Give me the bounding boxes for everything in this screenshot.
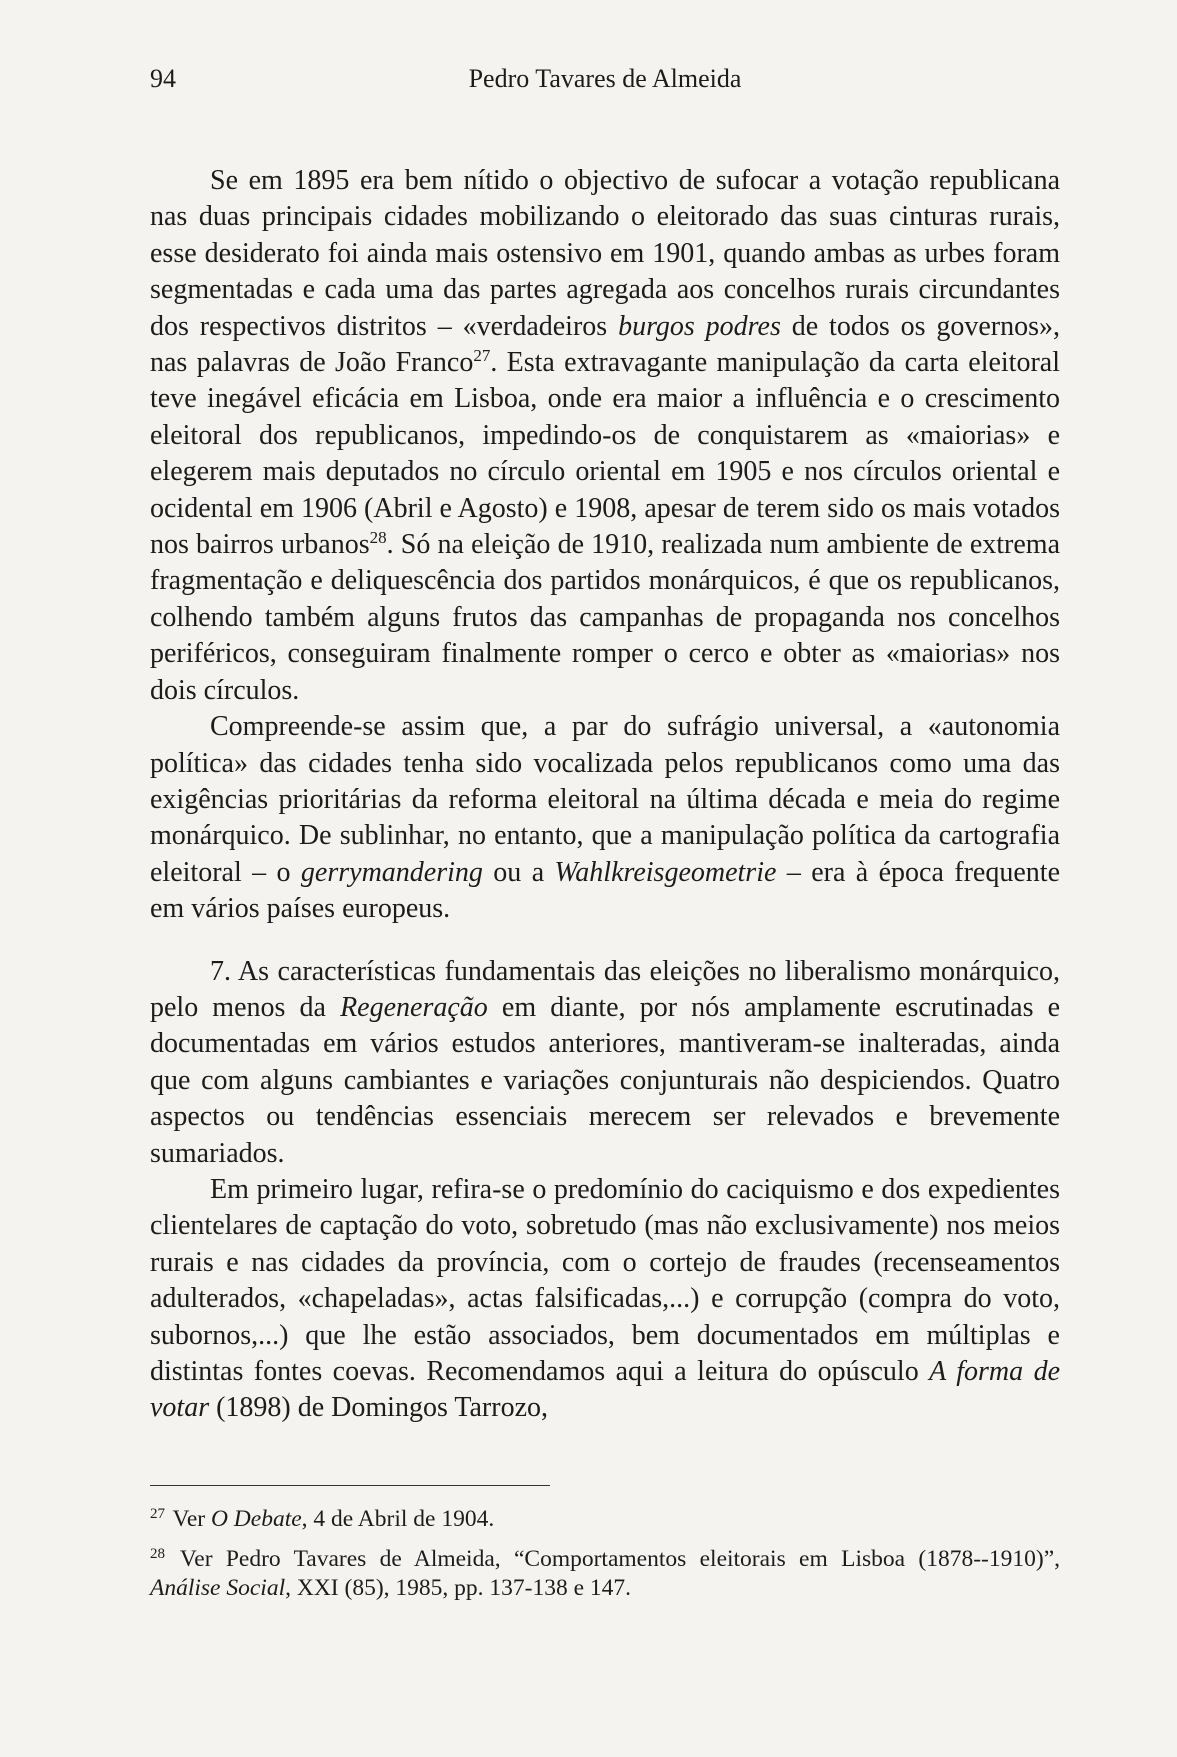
paragraph-4: [150, 1172, 1060, 1427]
text-run: de todos os governos», nas palavras de João Franco: [150, 310, 1061, 379]
paragraph-2: [150, 709, 1060, 927]
text-run: em diante, por nós amplamente escrutinadas e documentadas em vários estudos anteriores, mantiveram-se inalteradas, ainda que com alguns cambiantes e variações conjunturais não despiciendos. Quatro aspectos ou tendências essenciais merecem ser relevados e brevemente sumariados.: [150, 991, 1060, 1169]
italic-term: Regeneração: [340, 991, 488, 1023]
footnotes: [150, 1500, 1060, 1609]
footnote-27: [150, 1500, 1060, 1534]
text-run: Se em 1895 era bem nítido o objectivo de sufocar a votação republicana nas duas principais cidades mobilizando o eleitorado das suas cinturas rurais, esse desiderato foi ainda mais ostensivo em 1901, quando ambas as urbes foram segmentadas e cada uma das partes agregada aos concelhos rurais circundantes dos respectivos distritos – «verdadeiros: [150, 165, 1060, 342]
running-head: Pedro Tavares de Almeida: [468, 64, 742, 93]
paragraph-3: [150, 954, 1060, 1172]
paragraph-1: [150, 163, 1060, 709]
page-number: 94: [150, 64, 176, 93]
text-run: Ver Pedro Tavares de Almeida, “Comportamentos eleitorais em Lisboa (1878--1910)”,: [179, 1546, 1060, 1572]
footnote-28: [150, 1540, 1060, 1603]
text-run: , XXI (85), 1985, pp. 137-138 e 147.: [285, 1575, 632, 1601]
text-run: 7. As características fundamentais das eleições no liberalismo monárquico, pelo menos da: [150, 955, 1060, 1023]
footnote-ref-28[interactable]: 28: [369, 528, 387, 548]
text-run: Compreende-se assim que, a par do sufrágio universal, a «autonomia política» das cidades tenha sido vocalizada pelos republicanos como uma das exigências prioritárias da reforma eleitoral na última década e meia do regime monárquico. De sublinhar, no entanto, que a manipulação política da cartografia eleitoral – o: [150, 711, 1060, 888]
text-run: . Só na eleição de 1910, realizada num ambiente de extrema fragmentação e deliquescência dos partidos monárquicos, é que os republicanos, colhendo também alguns frutos das campanhas de propaganda nos concelhos periféricos, conseguiram finalmente romper o cerco e obter as «maiorias» nos dois círculos.: [150, 529, 1061, 706]
body-text: [150, 163, 1060, 1427]
italic-term: A forma de votar: [150, 1356, 1061, 1424]
italic-term: gerrymandering: [300, 856, 483, 888]
text-run: (1898) de Domingos Tarrozo,: [209, 1392, 549, 1424]
italic-title: Análise Social: [150, 1575, 286, 1601]
italic-term: burgos podres: [618, 310, 781, 342]
text-run: , 4 de Abril de 1904.: [301, 1506, 495, 1532]
footnote-number: 28: [150, 1546, 165, 1562]
text-run: ou a: [482, 856, 555, 888]
text-run: Em primeiro lugar, refira-se o predomínio do caciquismo e dos expedientes clientelares de captação do voto, sobretudo (mas não exclusivamente) nos meios rurais e nas cidades da província, com o cortejo de fraudes (recenseamentos adulterados, «chapeladas», actas falsificadas,...) e corrupção (compra do voto, subornos,...) que lhe estão associados, bem documentados em múltiplas e distintas fontes coevas. Recomendamos aqui a leitura do opúsculo: [150, 1173, 1060, 1387]
italic-title: O Debate: [210, 1506, 302, 1532]
footnote-number: 27: [150, 1506, 165, 1522]
page-header: [150, 64, 1060, 104]
footnote-ref-27[interactable]: 27: [473, 346, 491, 366]
italic-term: Wahlkreisgeometrie: [554, 856, 777, 888]
text-run: . Esta extravagante manipulação da carta eleitoral teve inegável eficácia em Lisboa, onde era maior a influência e o crescimento eleitoral dos republicanos, impedindo-os de conquistarem as «maiorias» e elegerem mais deputados no círculo oriental em 1905 e nos círculos oriental e ocidental em 1906 (Abril e Agosto) e 1908, apesar de terem sido os mais votados nos bairros urbanos: [150, 347, 1060, 561]
footnote-divider: [150, 1485, 550, 1486]
text-run: Ver: [172, 1506, 211, 1532]
text-run: – era à época frequente em vários países europeus.: [150, 856, 1060, 925]
